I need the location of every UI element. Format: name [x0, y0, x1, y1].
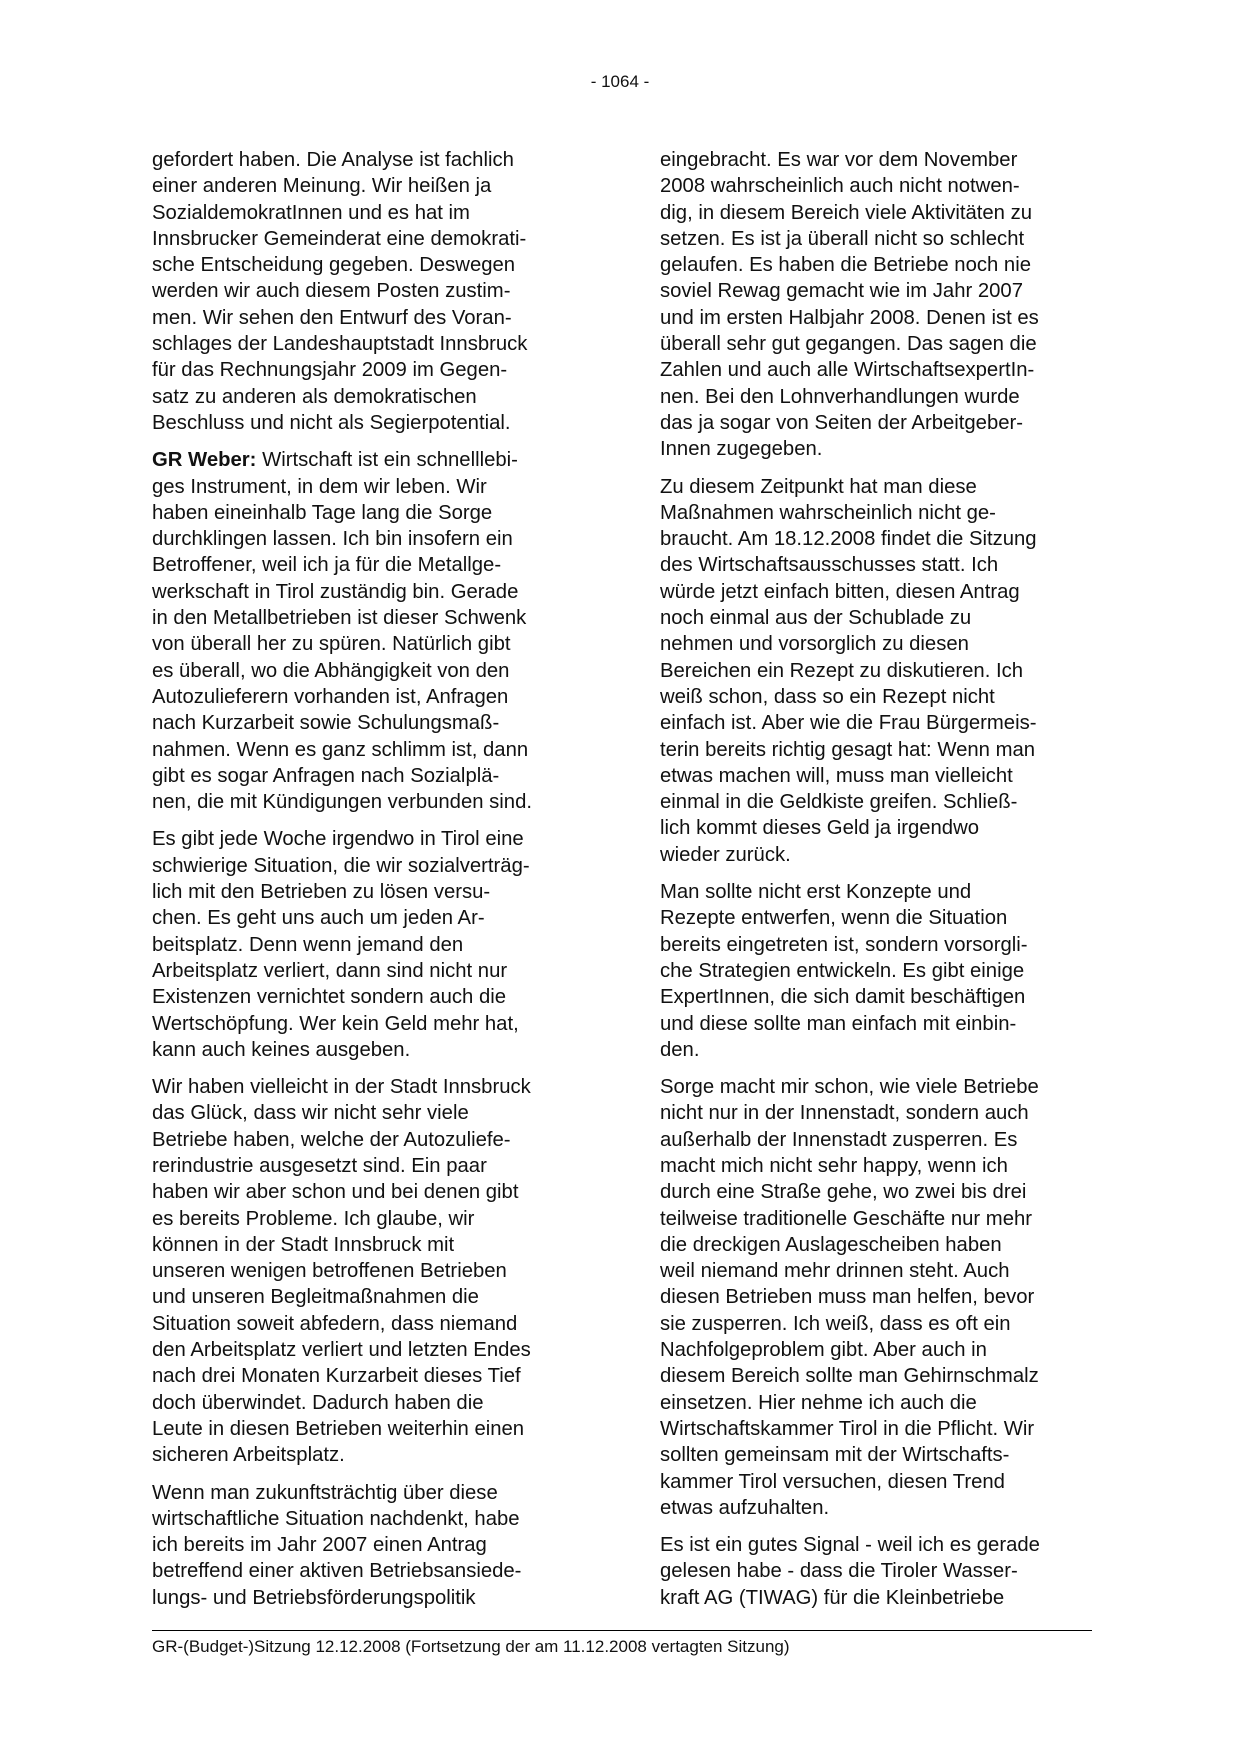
text-line: lich kommt dieses Geld ja irgendwo	[660, 817, 980, 840]
text-line: kann auch keines ausgeben.	[152, 1038, 411, 1061]
text-line: das ja sogar von Seiten der Arbeitgeber-	[660, 411, 1024, 434]
text-line: weiß schon, dass so ein Rezept nicht	[660, 685, 995, 708]
text-line: men. Wir sehen den Entwurf des Voran-	[152, 306, 512, 329]
text-line: lungs- und Betriebsförderungspolitik	[152, 1586, 476, 1609]
text-line: einfach ist. Aber wie die Frau Bürgermeis-	[660, 712, 1037, 735]
text-line: nach drei Monaten Kurzarbeit dieses Tief	[152, 1365, 521, 1388]
paragraph	[152, 1480, 592, 1611]
text-line: schwierige Situation, die wir sozialverträg-	[152, 854, 530, 877]
text-line: lich mit den Betrieben zu lösen versu-	[152, 881, 491, 904]
footer-divider	[152, 1630, 1092, 1631]
text-line: Innen zugegeben.	[660, 438, 823, 461]
text-line: 2008 wahrscheinlich auch nicht notwen-	[660, 175, 1020, 198]
text-line: Zahlen und auch alle WirtschaftsexpertIn-	[660, 359, 1035, 382]
text-line: teilweise traditionelle Geschäfte nur mehr	[660, 1207, 1033, 1230]
text-line: gibt es sogar Anfragen nach Sozialplä-	[152, 764, 500, 787]
text-line: durchklingen lassen. Ich bin insofern ein	[152, 528, 513, 551]
text-line: würde jetzt einfach bitten, diesen Antrag	[660, 580, 1020, 603]
text-line: terin bereits richtig gesagt hat: Wenn man	[660, 738, 1036, 761]
text-line: Wenn man zukunftsträchtig über diese	[152, 1481, 498, 1504]
paragraph	[660, 1074, 1100, 1521]
text-line: sicheren Arbeitsplatz.	[152, 1444, 345, 1467]
right-text-column	[660, 147, 1100, 1622]
text-line: nen. Bei den Lohnverhandlungen wurde	[660, 385, 1020, 408]
text-line: haben wir aber schon und bei denen gibt	[152, 1181, 519, 1204]
text-line: den Arbeitsplatz verliert und letzten Endes	[152, 1339, 531, 1362]
text-line	[152, 447, 592, 473]
text-line: Wir haben vielleicht in der Stadt Innsbruck	[152, 1076, 531, 1099]
text-line: etwas machen will, muss man vielleicht	[660, 764, 1013, 787]
text-line: kraft AG (TIWAG) für die Kleinbetriebe	[660, 1586, 1005, 1609]
text-line: für das Rechnungsjahr 2009 im Gegen-	[152, 359, 508, 382]
text-line: soviel Rewag gemacht wie im Jahr 2007	[660, 280, 1023, 303]
text-line: nach Kurzarbeit sowie Schulungsmaß-	[152, 712, 500, 735]
text-line: unseren wenigen betroffenen Betrieben	[152, 1260, 507, 1283]
text-line: ich bereits im Jahr 2007 einen Antrag	[152, 1534, 487, 1557]
text-line: und diese sollte man einfach mit einbin-	[660, 1012, 1017, 1035]
text-line: den.	[660, 1038, 700, 1061]
text-line: gelesen habe - dass die Tiroler Wasser-	[660, 1560, 1018, 1583]
paragraph	[152, 826, 592, 1063]
text-line: es bereits Probleme. Ich glaube, wir	[152, 1207, 475, 1230]
paragraph	[660, 879, 1100, 1063]
text-line: Betriebe haben, welche der Autozuliefe-	[152, 1128, 511, 1151]
text-line: dig, in diesem Bereich viele Aktivitäten zu	[660, 201, 1033, 224]
page-number: - 1064 -	[590, 72, 650, 91]
text-line: noch einmal aus der Schublade zu	[660, 607, 972, 630]
text-line: werkschaft in Tirol zuständig bin. Gerade	[152, 580, 519, 603]
text-line: eingebracht. Es war vor dem November	[660, 149, 1018, 171]
text-line: Wirtschaftskammer Tirol in die Pflicht. Wir	[660, 1417, 1035, 1440]
text-line: Maßnahmen wahrscheinlich nicht ge-	[660, 501, 996, 524]
text-line: gelaufen. Es haben die Betriebe noch nie	[660, 254, 1031, 277]
text-line: Existenzen vernichtet sondern auch die	[152, 986, 507, 1009]
text-line: Innsbrucker Gemeinderat eine demokrati-	[152, 227, 527, 250]
text-line: Sorge macht mir schon, wie viele Betriebe	[660, 1076, 1039, 1099]
text-line: SozialdemokratInnen und es hat im	[152, 201, 470, 224]
text-line: wirtschaftliche Situation nachdenkt, habe	[152, 1507, 520, 1530]
text-line: einmal in die Geldkiste greifen. Schließ-	[660, 791, 1018, 814]
text-line: in den Metallbetrieben ist dieser Schwenk	[152, 607, 527, 630]
text-line: nen, die mit Kündigungen verbunden sind.	[152, 791, 532, 814]
text-line: Es ist ein gutes Signal - weil ich es gerade	[660, 1534, 1040, 1557]
paragraph	[660, 147, 1100, 463]
left-text-column	[152, 147, 592, 1622]
text-line: chen. Es geht uns auch um jeden Ar-	[152, 907, 485, 930]
paragraph	[152, 1074, 592, 1468]
text-line: braucht. Am 18.12.2008 findet die Sitzung	[660, 528, 1037, 551]
paragraph	[152, 447, 592, 815]
text-line: etwas aufzuhalten.	[660, 1496, 830, 1519]
text-line: Es gibt jede Woche irgendwo in Tirol eine	[152, 828, 524, 851]
text-line: des Wirtschaftsausschusses statt. Ich	[660, 554, 999, 577]
text-line: schlages der Landeshauptstadt Innsbruck	[152, 333, 528, 356]
text-line: diesem Bereich sollte man Gehirnschmalz	[660, 1365, 1039, 1388]
text-line: Wertschöpfung. Wer kein Geld mehr hat,	[152, 1012, 519, 1035]
paragraph	[660, 474, 1100, 868]
text-line: satz zu anderen als demokratischen	[152, 385, 477, 408]
text-line: ges Instrument, in dem wir leben. Wir	[152, 475, 487, 498]
text-line: werden wir auch diesem Posten zustim-	[152, 280, 511, 303]
text-line: che Strategien entwickeln. Es gibt einige	[660, 959, 1025, 982]
text-line: durch eine Straße gehe, wo zwei bis drei	[660, 1181, 1027, 1204]
text-line: Autozulieferern vorhanden ist, Anfragen	[152, 685, 509, 708]
text-line: setzen. Es ist ja überall nicht so schlecht	[660, 227, 1025, 250]
text-line: nehmen und vorsorglich zu diesen	[660, 633, 969, 656]
text-line: betreffend einer aktiven Betriebsansiede-	[152, 1560, 522, 1583]
text-line: bereits eingetreten ist, sondern vorsorgli-	[660, 933, 1028, 956]
text-line: macht mich nicht sehr happy, wenn ich	[660, 1154, 1008, 1177]
paragraph	[152, 147, 592, 436]
text-line: nahmen. Wenn es ganz schlimm ist, dann	[152, 738, 529, 761]
text-line: Situation soweit abfedern, dass niemand	[152, 1312, 518, 1335]
text-line: kammer Tirol versuchen, diesen Trend	[660, 1470, 1005, 1493]
text-line: ExpertInnen, die sich damit beschäftigen	[660, 986, 1026, 1009]
text-line: einsetzen. Hier nehme ich auch die	[660, 1391, 977, 1414]
speech-text: Wirtschaft ist ein schnelllebi-	[256, 449, 518, 472]
text-line: es überall, wo die Abhängigkeit von den	[152, 659, 510, 682]
text-line: gefordert haben. Die Analyse ist fachlich	[152, 149, 514, 171]
text-line: außerhalb der Innenstadt zusperren. Es	[660, 1128, 1018, 1151]
text-line: sollten gemeinsam mit der Wirtschafts-	[660, 1444, 1010, 1467]
text-line: haben eineinhalb Tage lang die Sorge	[152, 501, 493, 524]
speaker-name: GR Weber:	[152, 449, 257, 472]
text-line: Zu diesem Zeitpunkt hat man diese	[660, 475, 977, 498]
text-line: einer anderen Meinung. Wir heißen ja	[152, 175, 492, 198]
text-line: und unseren Begleitmaßnahmen die	[152, 1286, 479, 1309]
text-line: Rezepte entwerfen, wenn die Situation	[660, 907, 1008, 930]
text-line: Betroffener, weil ich ja für die Metallge-	[152, 554, 502, 577]
page-footer: GR-(Budget-)Sitzung 12.12.2008 (Fortsetzung der am 11.12.2008 vertagten Sitzung)	[152, 1637, 790, 1656]
text-line: Bereichen ein Rezept zu diskutieren. Ich	[660, 659, 1024, 682]
text-line: das Glück, dass wir nicht sehr viele	[152, 1102, 469, 1125]
text-line: beitsplatz. Denn wenn jemand den	[152, 933, 464, 956]
text-line: Beschluss und nicht als Segierpotential.	[152, 411, 511, 434]
text-line: weil niemand mehr drinnen steht. Auch	[660, 1260, 1010, 1283]
text-line: nicht nur in der Innenstadt, sondern auch	[660, 1102, 1029, 1125]
paragraph	[660, 1532, 1100, 1611]
text-line: Nachfolgeproblem gibt. Aber auch in	[660, 1339, 987, 1362]
text-line: überall sehr gut gegangen. Das sagen die	[660, 333, 1037, 356]
text-line: diesen Betrieben muss man helfen, bevor	[660, 1286, 1035, 1309]
text-line: und im ersten Halbjahr 2008. Denen ist es	[660, 306, 1039, 329]
text-line: können in der Stadt Innsbruck mit	[152, 1233, 455, 1256]
text-line: doch überwindet. Dadurch haben die	[152, 1391, 484, 1414]
text-line: sie zusperren. Ich weiß, dass es oft ein	[660, 1312, 1011, 1335]
text-line: rerindustrie ausgesetzt sind. Ein paar	[152, 1154, 487, 1177]
text-line: sche Entscheidung gegeben. Deswegen	[152, 254, 516, 277]
text-line: Man sollte nicht erst Konzepte und	[660, 881, 972, 904]
text-line: Leute in diesen Betrieben weiterhin einen	[152, 1417, 525, 1440]
text-line: die dreckigen Auslagescheiben haben	[660, 1233, 1002, 1256]
text-line: von überall her zu spüren. Natürlich gibt	[152, 633, 511, 656]
text-line: wieder zurück.	[660, 843, 791, 866]
text-line: Arbeitsplatz verliert, dann sind nicht nur	[152, 959, 508, 982]
